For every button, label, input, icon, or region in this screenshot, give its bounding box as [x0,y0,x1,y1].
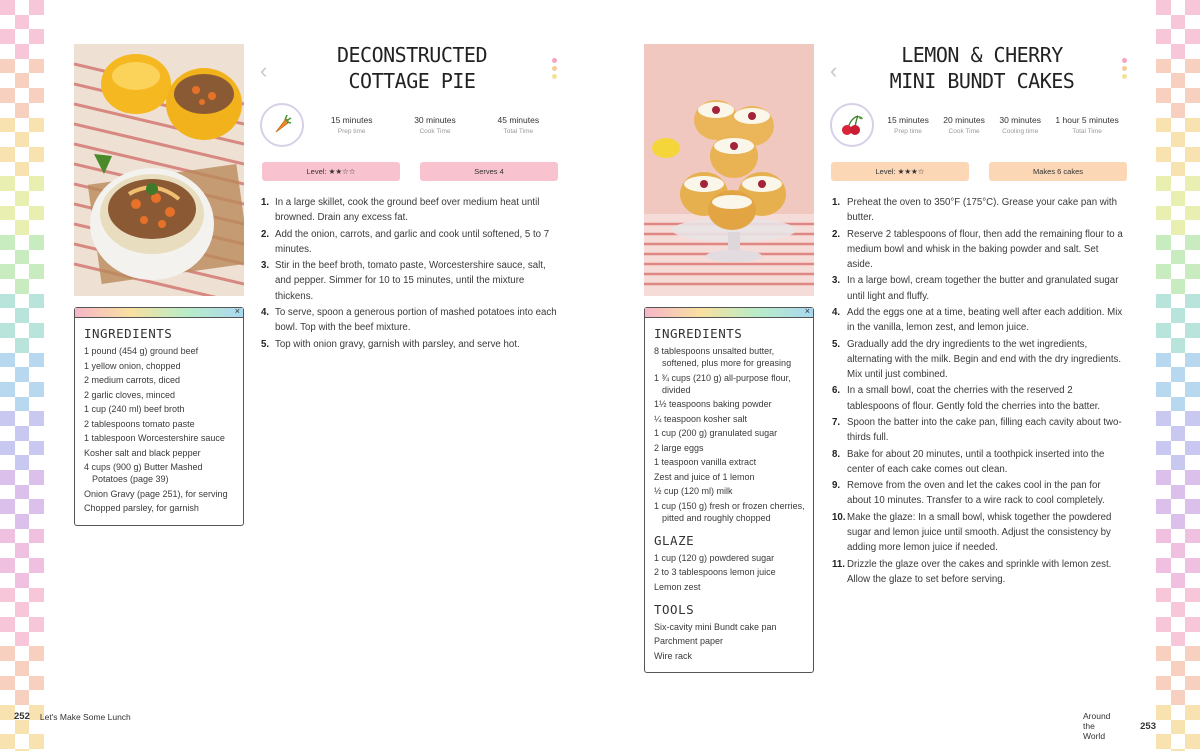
step-text: Remove from the oven and let the cakes cool in the pan for about 10 minutes. Transfer to a wire rack to cool completely. [847,480,1105,507]
list-item: 2 medium carrots, diced [84,375,181,385]
list-item: 8 tablespoons unsalted butter, softened, plus more for greasing [654,346,792,368]
ingredients-card-titlebar [75,308,243,318]
close-icon[interactable]: × [234,306,240,316]
stat-value: 30 minutes [414,115,456,125]
recipe-title-line2: MINI BUNDT CAKES [889,69,1075,93]
stat-label: Cook Time [419,128,451,135]
step-number: 5. [261,338,270,350]
recipe-title-line1: DECONSTRUCTED [336,43,488,67]
step-item [261,337,557,352]
ingredients-list [84,345,235,514]
carrot-icon [260,103,304,147]
recipe-title-line1: LEMON & CHERRY [901,43,1063,67]
step-text: In a large skillet, cook the ground beef over medium heat until browned. Drain any excess fat. [275,197,540,224]
list-item: 1½ teaspoons baking powder [654,399,772,409]
stat-value: 20 minutes [943,115,985,125]
step-item [832,447,1124,477]
step-item [832,510,1124,556]
step-text: In a small bowl, coat the cherries with the reserved 2 tablespoons of flour. Gently fold the cherries into the batter. [847,385,1101,412]
step-item [832,273,1124,303]
bundt-cakes-photo [644,44,814,296]
stat-value: 15 minutes [887,115,929,125]
close-icon[interactable]: × [804,306,810,316]
step-text: Drizzle the glaze over the cakes and sprinkle with lemon zest. Allow the glaze to set before serving. [847,558,1112,585]
list-item: ½ cup (120 ml) milk [654,486,733,496]
stat-item [999,115,1041,135]
list-item: 1 teaspoon vanilla extract [654,457,757,467]
step-item [261,305,557,335]
step-item [832,195,1124,225]
stat-label: Total Time [503,128,534,135]
step-number: 4. [261,306,270,318]
serves-pill: Serves 4 [420,162,558,181]
list-item: Zest and juice of 1 lemon [654,471,755,482]
list-item: 1 cup (120 g) powdered sugar [654,552,775,563]
step-number: 1. [261,197,270,208]
step-number: 3. [832,275,841,287]
stat-value: 45 minutes [497,115,540,125]
recipe-stats [830,103,1126,149]
recipe-title [286,42,538,94]
stat-label: Cooling time [1002,128,1039,135]
step-item [261,195,557,225]
ingredients-card-titlebar [645,308,813,318]
more-dots-icon[interactable] [552,58,558,82]
instruction-steps [832,195,1124,588]
tools-list [654,621,805,662]
step-text: Add the eggs one at a time, beating well after each addition. Mix in the vanilla, lemon zest, and lemon juice. [847,306,1123,334]
chevron-left-icon[interactable]: ‹ [260,58,268,83]
step-text: To serve, spoon a generous portion of mashed potatoes into each bowl. Top with the beef mixture. [275,306,557,334]
left-page [14,0,600,751]
step-item [832,478,1124,508]
list-item: 2 garlic cloves, minced [84,389,176,400]
list-item: Onion Gravy (page 251), for serving [84,488,228,499]
step-text: Stir in the beef broth, tomato paste, Worcestershire sauce, salt, and pepper. Simmer for 10 to 15 minutes, until the mixture thickens. [275,260,546,302]
step-number: 8. [832,448,841,460]
instruction-steps [261,195,557,353]
step-number: 1. [832,197,841,208]
ingredients-title: INGREDIENTS [654,326,743,341]
list-item: Parchment paper [654,636,724,646]
checker-border-right [1156,0,1200,751]
glaze-list [654,552,805,593]
ingredients-card [74,307,244,526]
makes-pill: Makes 6 cakes [989,162,1127,181]
step-number: 10. [832,511,846,523]
list-item: 1 cup (200 g) granulated sugar [654,428,778,438]
step-text: In a large bowl, cream together the butter and granulated sugar until light and fluffy. [847,275,1119,302]
stat-label: Total Time [1072,128,1102,135]
step-number: 4. [832,306,841,318]
stat-item [414,115,456,135]
tools-title: TOOLS [654,601,695,617]
stat-label: Cook Time [948,128,980,135]
stat-value: 15 minutes [330,115,373,125]
step-number: 11. [832,558,845,570]
stat-label: Prep time [337,128,366,135]
ingredients-title: INGREDIENTS [84,326,173,341]
step-number: 2. [832,228,841,240]
list-item: Wire rack [654,650,692,661]
level-pill: Level: ★★★☆ [831,162,969,181]
step-number: 3. [261,260,270,272]
running-head: Let's Make Some Lunch [39,711,131,722]
recipe-title [856,42,1108,94]
stat-value: 30 minutes [999,115,1041,125]
checker-border-left [0,0,44,751]
list-item: 1 tablespoon Worcestershire sauce [84,433,225,443]
step-item [832,305,1124,335]
step-item [832,337,1124,383]
ingredients-card [644,307,814,673]
list-item: 2 tablespoons tomato paste [84,418,195,429]
running-head: Around the World [1083,711,1111,741]
cherry-icon [830,103,874,147]
recipe-header [256,42,558,102]
step-item [832,227,1124,273]
step-text: Reserve 2 tablespoons of flour, then add the remaining flour to a medium bowl and whisk in the baking powder and salt. Set aside. [847,228,1123,270]
ingredients-list [654,345,805,524]
page-number: 253 [1140,720,1156,732]
list-item: 2 large eggs [654,442,704,453]
list-item: 1 ¾ cups (210 g) all-purpose flour, divided [654,372,791,395]
step-text: Spoon the batter into the cake pan, filling each cavity about two-thirds full. [847,416,1122,444]
recipe-pills [262,162,558,181]
stat-item [1055,115,1118,135]
stat-item [331,115,373,135]
list-item: 4 cups (900 g) Butter Mashed Potatoes (page 39) [84,462,203,484]
step-item [832,383,1124,413]
list-item: 2 to 3 tablespoons lemon juice [654,567,776,577]
glaze-title: GLAZE [654,532,695,548]
list-item: 1 cup (240 ml) beef broth [84,404,185,414]
stat-value: 1 hour 5 minutes [1055,115,1119,125]
stat-item [498,115,540,135]
right-page [600,0,1156,751]
step-text: Gradually add the dry ingredients to the wet ingredients, alternating with the milk. Begin and end with the dry ingredients. Mix until just combined. [847,338,1122,380]
list-item: Chopped parsley, for garnish [84,503,199,513]
step-number: 9. [832,480,841,492]
list-item: 1 cup (150 g) fresh or frozen cherries, pitted and roughly chopped [654,500,805,523]
stat-label: Prep time [894,128,922,135]
page-footer-left [14,711,131,722]
page-footer-right [1083,711,1156,741]
list-item: Six-cavity mini Bundt cake pan [654,621,777,632]
page-number: 252 [14,711,30,722]
recipe-header [826,42,1128,102]
step-text: Add the onion, carrots, and garlic and cook until softened, 5 to 7 minutes. [275,228,550,255]
level-pill: Level: ★★☆☆ [262,162,400,181]
step-item [832,557,1124,587]
chevron-left-icon[interactable]: ‹ [830,58,838,83]
recipe-pills [831,162,1127,181]
step-text: Bake for about 20 minutes, until a toothpick inserted into the center of each cake comes out clean. [847,448,1105,475]
list-item: 1 yellow onion, chopped [84,360,181,371]
step-item [261,227,557,257]
more-dots-icon[interactable] [1122,58,1128,82]
step-text: Top with onion gravy, garnish with parsley, and serve hot. [275,338,520,350]
step-number: 5. [832,338,841,350]
recipe-title-line2: COTTAGE PIE [348,69,476,93]
step-item [832,415,1124,445]
stat-item [943,115,985,135]
step-text: Preheat the oven to 350°F (175°C). Grease your cake pan with butter. [847,197,1117,224]
step-text: Make the glaze: In a small bowl, whisk together the powdered sugar and lemon juice until smooth. Adjust the consistency by adding more lemon juice if needed. [847,511,1112,554]
list-item: Kosher salt and black pepper [84,447,201,458]
list-item: Lemon zest [654,581,701,592]
recipe-stats [260,103,560,149]
cottage-pie-photo [74,44,244,296]
list-item: ¼ teaspoon kosher salt [654,413,748,424]
step-item [261,258,557,304]
stat-item [887,115,929,135]
step-number: 7. [832,416,841,428]
step-number: 6. [832,385,841,397]
step-number: 2. [261,228,270,240]
list-item: 1 pound (454 g) ground beef [84,346,199,356]
